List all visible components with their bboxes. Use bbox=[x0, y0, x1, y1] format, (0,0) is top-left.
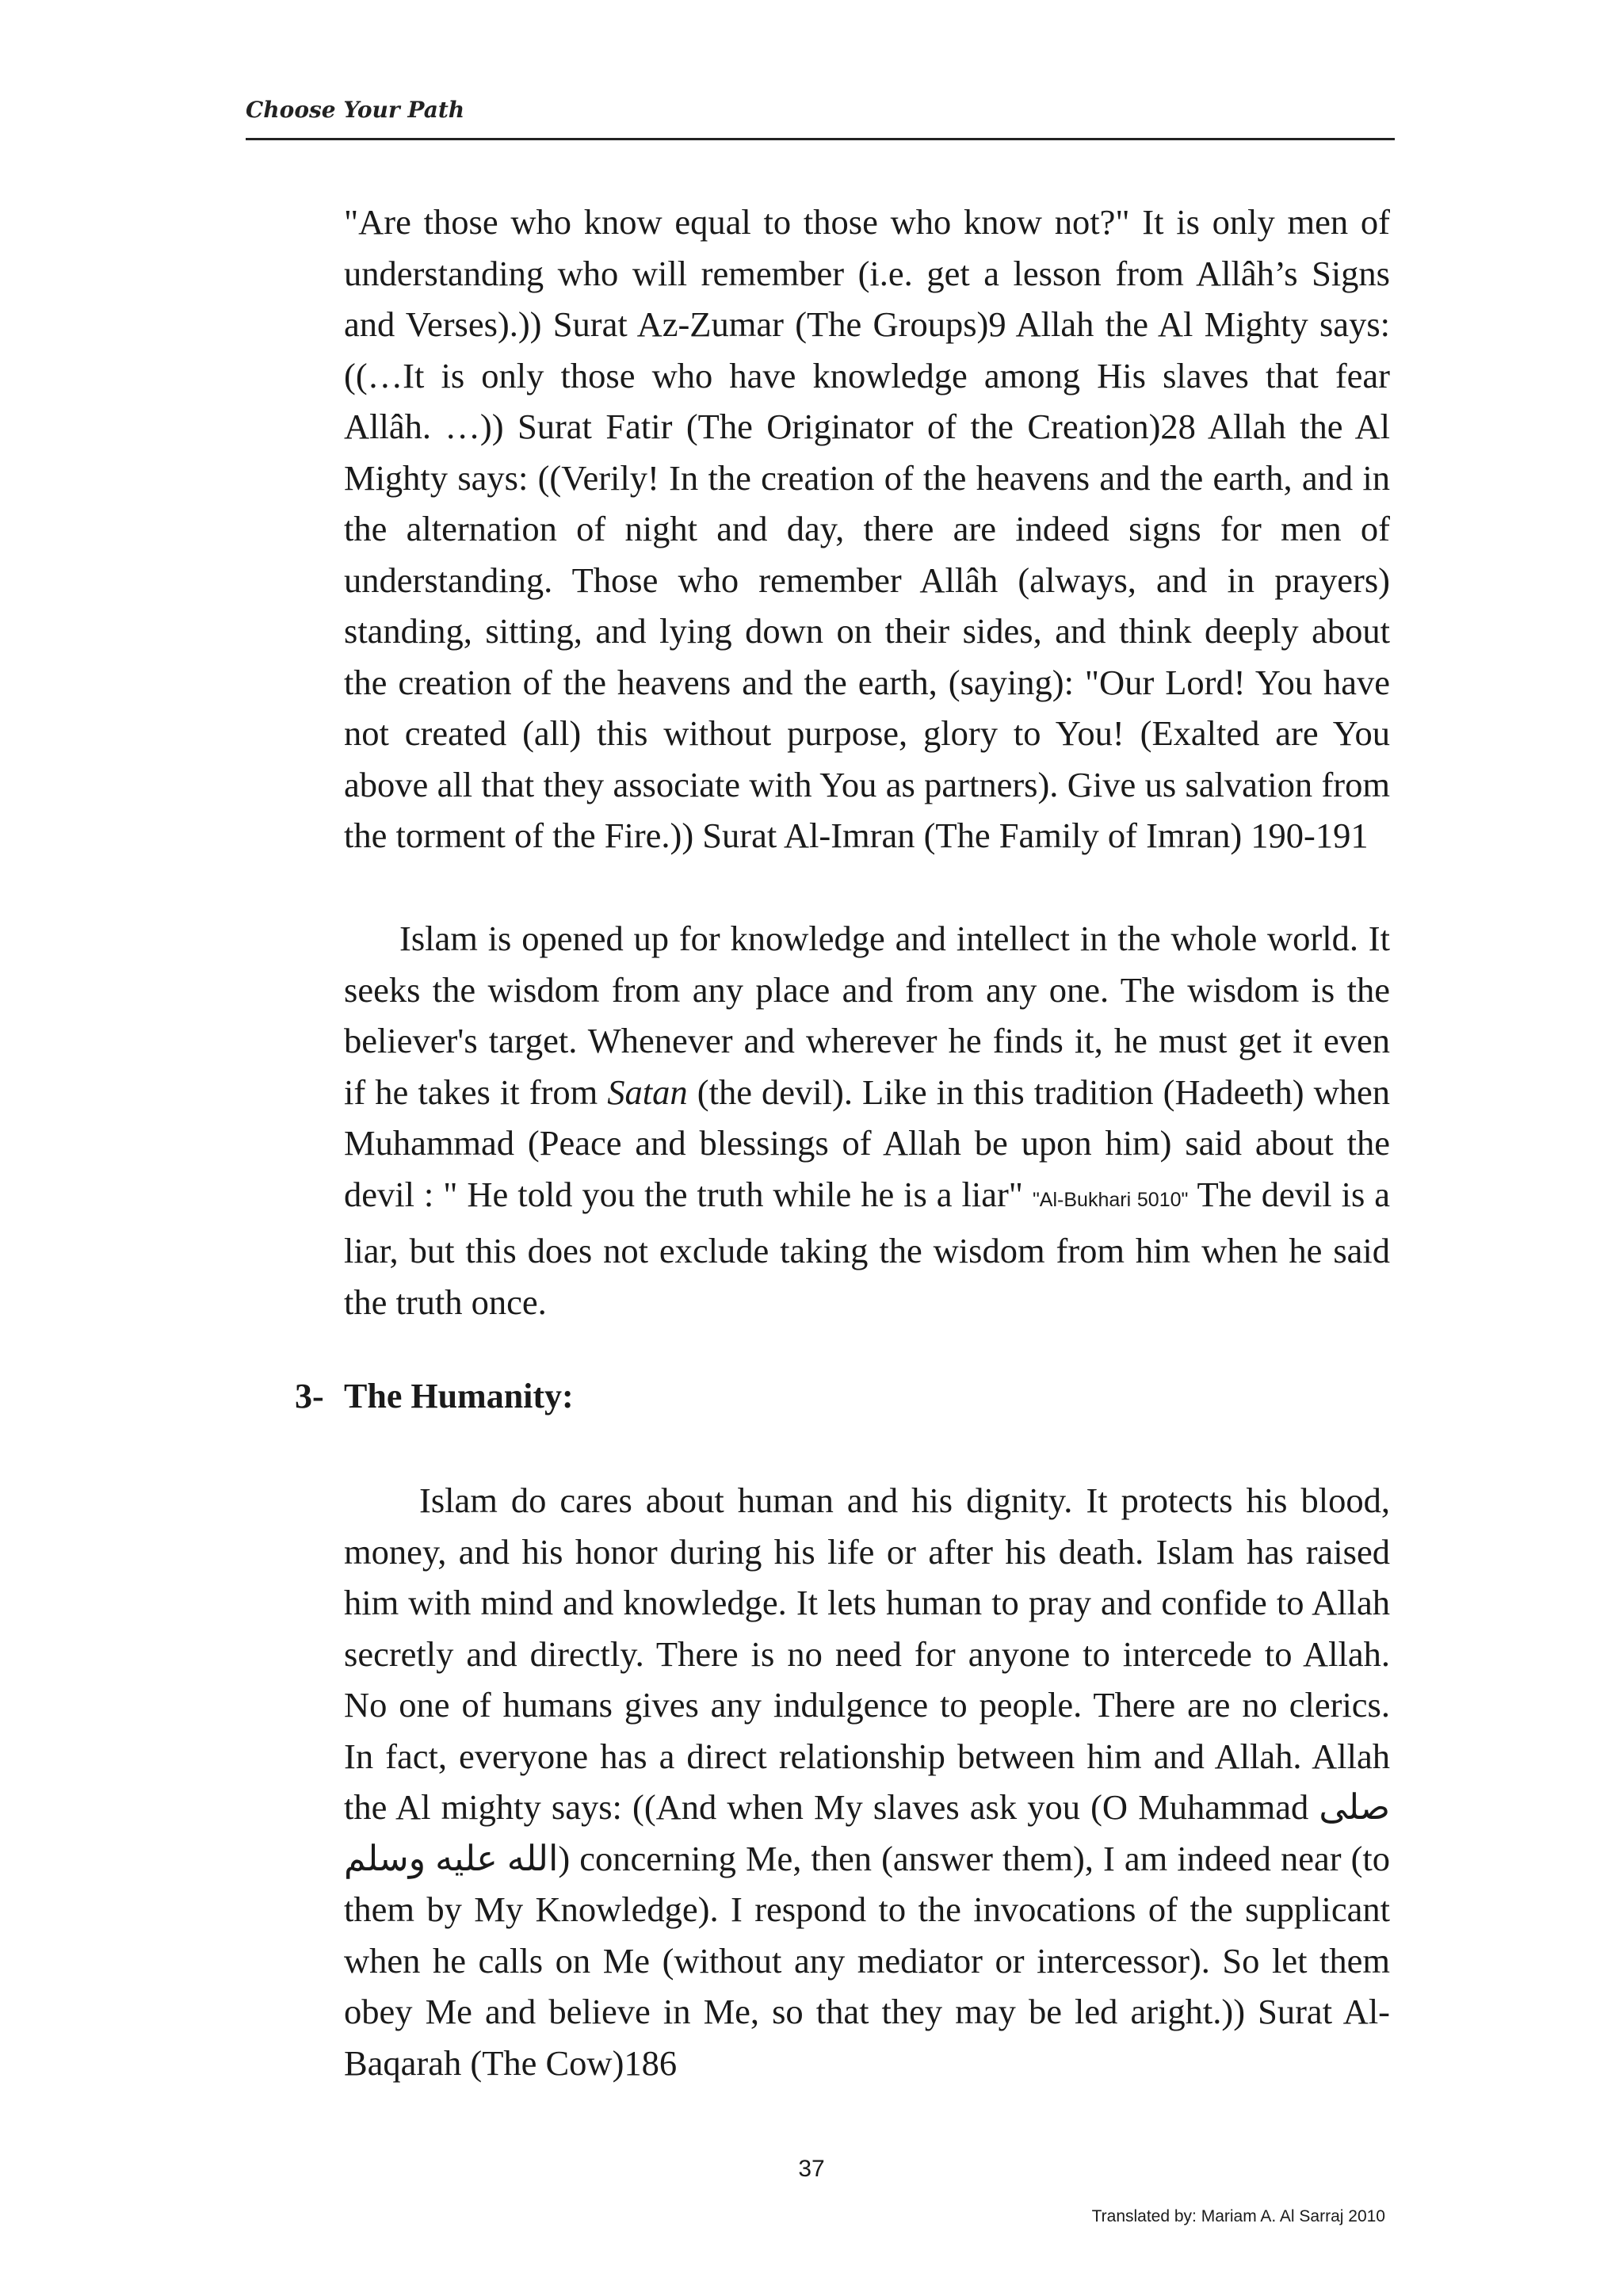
paragraph-text-part2: (the devil). Like in this tradition (Hadeeth) when Muhammad (Peace and blessings of Allah be upon him) said about the devil : " He told you the truth while he is a liar" bbox=[344, 1072, 1390, 1214]
section-title: The Humanity: bbox=[344, 1377, 574, 1415]
section-number: 3- bbox=[295, 1377, 324, 1415]
paragraph-text: "Are those who know equal to those who know not?" It is only men of understanding who will remember (i.e. get a lesson from Allâh’s Signs and Verses).)) Surat Az-Zumar (The Groups)9 Allah the Al Mighty says: ((…It is only those who have knowledge among His slaves that fear Allâh. …)) Surat Fatir (The Originator of the Creation)28 Allah the Al Mighty says: ((Verily! In the creation of the heavens and the earth, and in the alternation of night and day, there are indeed signs for men of understanding. Those who remember Allâh (always, and in prayers) standing, sitting, and lying down on their sides, and think deeply about the creation of the heavens and the earth, (saying): "Our Lord! You have not created (all) this without purpose, glory to You! (Exalted are You above all that they associate with You as partners). Give us salvation from the torment of the Fire.)) Surat Al-Imran (The Family of Imran) 190-191 bbox=[344, 202, 1390, 855]
translator-credit: Translated by: Mariam A. Al Sarraj 2010 bbox=[1091, 2207, 1385, 2225]
body-paragraph-humanity bbox=[344, 1475, 1390, 2088]
paragraph-text-part2: ) concerning Me, then (answer them), I am indeed near (to them by My Knowledge). I respond to the invocations of the supplicant when he calls on Me (without any mediator or intercessor). So let them obey Me and believe in Me, so that they may be led aright.)) Surat Al-Baqarah (The Cow)186 bbox=[344, 1838, 1390, 2083]
paragraph-text-part3: The devil is a liar, but this does not exclude taking the wisdom from him when he said the truth once. bbox=[344, 1174, 1391, 1322]
paragraph-text-part1: Islam do cares about human and his dignity. It protects his blood, money, and his honor during his life or after his death. Islam has raised him with mind and knowledge. It lets human to pray and confide to Allah secretly and directly. There is no need for anyone to intercede to Allah. No one of humans gives any indulgence to people. There are no clerics. In fact, everyone has a direct relationship between him and Allah. Allah the Al mighty says: ((And when My slaves ask you (O Muhammad bbox=[344, 1480, 1390, 1827]
header-title: Choose Your Path bbox=[246, 97, 465, 123]
paragraph-text-part1: Islam is opened up for knowledge and intellect in the whole world. It seeks the wisdom from any place and from any one. The wisdom is the believer's target. Whenever and wherever he finds it, he must get it even if he takes it from bbox=[344, 919, 1390, 1112]
satan-italic-term: Satan bbox=[607, 1072, 688, 1112]
arabic-salutation: صلى الله عليه وسلم bbox=[344, 1787, 1390, 1878]
hadith-citation: "Al-Bukhari 5010" bbox=[1032, 1188, 1189, 1211]
section-heading bbox=[295, 1371, 574, 1422]
page-number: 37 bbox=[798, 2156, 825, 2182]
page-header bbox=[246, 97, 1395, 140]
body-paragraph-wisdom bbox=[344, 913, 1390, 1328]
body-paragraph-quran-verses bbox=[344, 197, 1390, 861]
